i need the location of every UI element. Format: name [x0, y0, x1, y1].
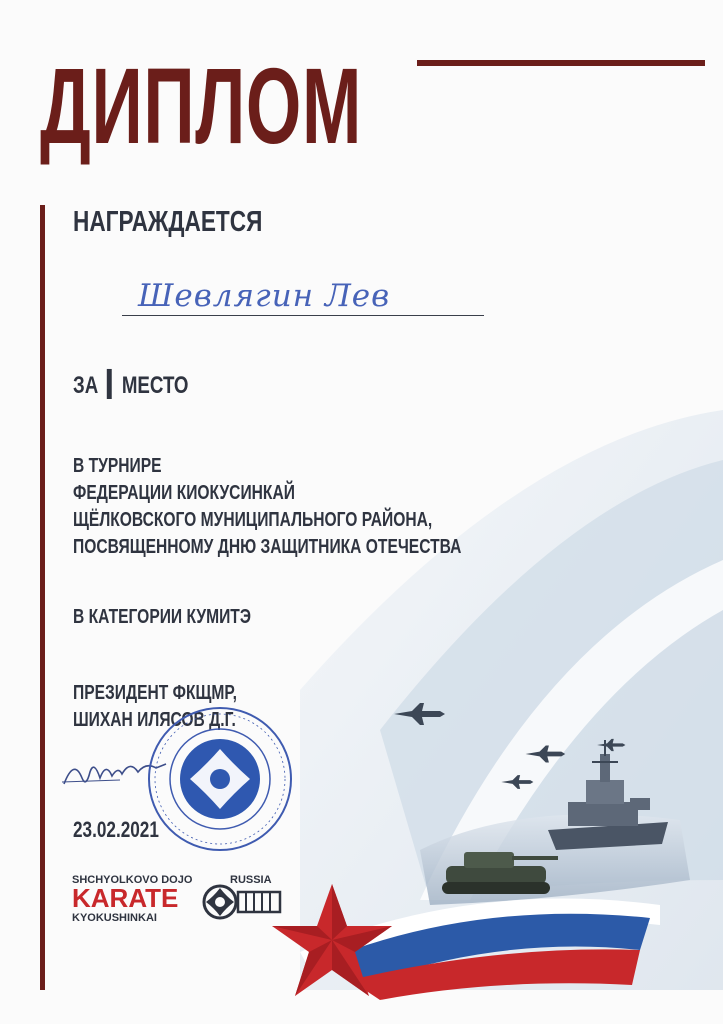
- tournament-text: [73, 453, 461, 561]
- tank-icon: [440, 838, 560, 896]
- red-star-icon: [268, 882, 396, 1000]
- place-suffix: МЕСТО: [121, 372, 189, 399]
- recipient-name: Шевлягин Лев: [138, 278, 391, 314]
- logo-country: RUSSIA: [230, 874, 272, 886]
- logo-dojo-name: SHCHYOLKOVO DOJO: [72, 874, 193, 886]
- award-date: 23.02.2021: [73, 817, 159, 842]
- logo-style: KYOKUSHINKAI: [72, 912, 157, 924]
- awarded-label: НАГРАЖДАЕТСЯ: [73, 206, 263, 238]
- kyokushin-emblem-icon: [200, 880, 284, 920]
- fighter-jet-icon: [500, 774, 534, 790]
- tournament-line: В ТУРНИРЕ: [73, 455, 162, 477]
- fighter-jet-icon: [392, 702, 446, 726]
- recipient-underline: [122, 315, 484, 316]
- category-text: В КАТЕГОРИИ КУМИТЭ: [73, 606, 251, 628]
- president-name: ШИХАН ИЛЯСОВ Д.Г.: [73, 709, 236, 731]
- place-line: [73, 360, 189, 409]
- place-number: I: [104, 360, 115, 409]
- diploma-title: ДИПЛОМ: [40, 45, 363, 166]
- tournament-line: ЩЁЛКОВСКОГО МУНИЦИПАЛЬНОГО РАЙОНА,: [73, 509, 433, 531]
- official-stamp: [146, 705, 294, 853]
- logo-karate: KARATE: [72, 883, 179, 913]
- tournament-line: ФЕДЕРАЦИИ КИОКУСИНКАЙ: [73, 482, 295, 504]
- warship-icon: [548, 740, 668, 858]
- left-accent-line: [40, 205, 45, 990]
- president-title: ПРЕЗИДЕНТ ФКЩМР,: [73, 682, 237, 704]
- dojo-logo: [72, 874, 284, 926]
- tournament-line: ПОСВЯЩЕННОМУ ДНЮ ЗАЩИТНИКА ОТЕЧЕСТВА: [73, 536, 462, 558]
- place-prefix: ЗА: [73, 372, 99, 399]
- top-accent-rule: [417, 60, 705, 66]
